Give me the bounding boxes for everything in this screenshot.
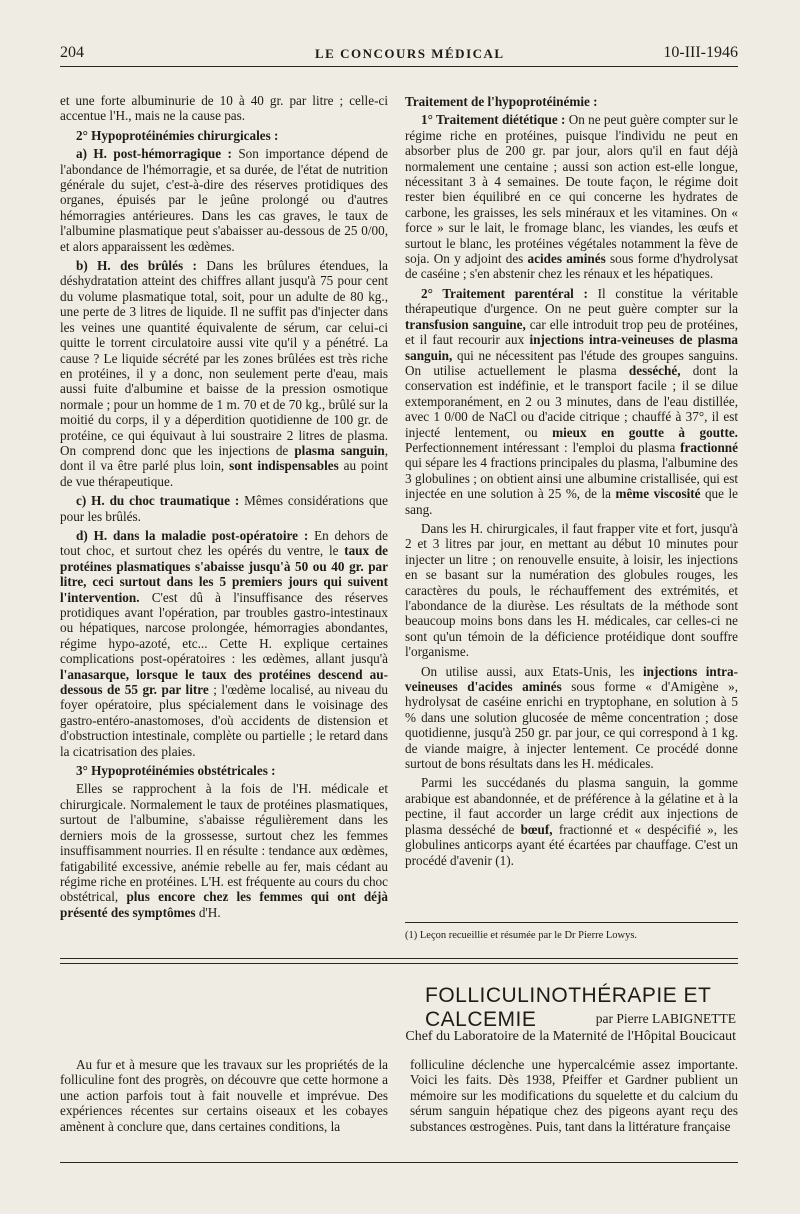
para-diet: 1° Traitement diététique : On ne peut guère compter sur le régime riche en protéines, puisque l'individu ne peut en absorber plus de 200 gr. par jour, alors qu'il en faut déjà normalement une centaine ; aussi son action est-elle longue, nécessitant 3 à 4 semaines. De toute façon, le régime doit rester bien équilibré en ce qui concerne les hydrates de carbone, les graisses, les sels minéraux et les vitamines. On « force » sur le lait, le fromage blanc, les viandes, les œufs et surtout le blanc, les protéines végétales notamment la fève de soja. On y adjoint des acides aminés sous forme d'hydrolysat de caséine ; s'en abstenir chez les rénaux et les hépatiques. (405, 112, 738, 282)
left-intro: et une forte albuminurie de 10 à 40 gr. par litre ; celle-ci accentue l'H., mais ne la cause pas. (60, 93, 388, 124)
right-column (405, 93, 738, 872)
header-rule (60, 66, 738, 67)
para-postop: d) H. dans la maladie post-opératoire : En dehors de tout choc, et surtout chez les opérés du ventre, le taux de protéines plasmatiques s'abaisse jusqu'à 50 ou 40 gr. par litre, ceci surtout dans les 5 premiers jours qui suivent l'intervention. C'est dû à l'insuffisance des réserves protidiques avant l'opération, par troubles gastro-intestinaux ou hépatiques, narcose prolongée, hémorragies abondantes, régime hypo-azoté, etc... Cette H. explique certaines complications post-opératoires : les œdèmes, allant jusqu'à l'anasarque, lorsque le taux des protéines descend au-dessous de 55 gr. par litre ; l'œdème localisé, au niveau du foyer opératoire, plus spécialement dans le voisinage des gastro-entéro-anastomoses, d'où accidents de distension et d'obstruction intestinale, complète ou partielle ; le retard dans la cicatrisation des plaies. (60, 527, 389, 759)
journal-title: LE CONCOURS MÉDICAL (315, 46, 505, 61)
footnote-rule (405, 922, 738, 923)
para-surgical-dosing: Dans les H. chirurgicales, il faut frapper vite et fort, jusqu'à 2 et 3 litres par jour, en mettant au début 10 minutes pour injecter un litre ; on renouvelle ensuite, à loisir, les injections en se basant sur la numération des globules rouges, les caractères du pouls, le réchauffement des extrémités, et l'abondance de la diurèse. Les résultats de la méthode sont beaucoup moins bons dans les H. médicales, car celles-ci ne sont qu'un témoin de la déficience protéidique dont souffre l'organisme. (405, 520, 738, 660)
bottom-rule (60, 1162, 738, 1163)
para-amino-acids: On utilise aussi, aux Etats-Unis, les injections intra-veineuses d'acides aminés sous forme « d'Amigène », hydrolysat de caséine enrichi en tryptophane, en solution à 5 % dans une solution glucosée de même concentration ; dose quotidienne, jusqu'à 250 gr. par jour, ce qui correspond à 1 kg. de viande maigre, à injecter lentement. Ce procédé donne surtout de bons résultats dans les H. médicales. (405, 663, 738, 772)
para-substitutes: Parmi les succédanés du plasma sanguin, la gomme arabique est abandonnée, et de préférence à la gélatine et à la pectine, il faut accorder un large crédit aux injections de plasma desséché de bœuf, fractionné et « despécifié », les globulines anticorps ayant été écartées par chauffage. C'est un procédé d'avenir (1). (405, 775, 738, 868)
article-affiliation: Chef du Laboratoire de la Maternité de l'Hôpital Boucicaut (405, 1029, 736, 1044)
article-title: FOLLICULINOTHÉRAPIE ET CALCEMIE (425, 984, 712, 1031)
article-right-para: folliculine déclenche une hypercalcémie assez importante. Voici les faits. Dès 1938, Pfeiffer et Gardner publient un mémoire sur les modifications du squelette et du calcium du sérum sanguin hépatique chez des pigeons ayant reçu des substances œstrogènes. Puis, tant dans la littérature française (410, 1057, 738, 1134)
heading-treatment: Traitement de l'hypoprotéinémie : (405, 94, 598, 109)
article-left-para: Au fur et à mesure que les travaux sur les propriétés de la folliculine font des progrès, on découvre que cette hormone a une action parfois tout à fait nouvelle et imprévue. Des expériences récentes sur certains oiseaux et les cobayes amènent à conclure que, dans certaines conditions, la (60, 1057, 388, 1134)
para-burns: b) H. des brûlés : Dans les brûlures étendues, la déshydratation atteint des chiffres allant jusqu'à 75 pour cent du volume plasmatique total, soit, pour un adulte de 80 kg., une perte de 3 litres de liquide. Il ne suffit pas d'injecter dans les veines une quantité équivalente de sérum, car celui-ci quitte le torrent circulatoire aussi vite qu'il y a pénétré. La cause ? Le liquide sécrété par les zones brûlées est très riche en protéines, il y a donc, non seulement perte d'eau, mais aussi fuite d'albumine et baisse de la pression osmotique normale ; pour un homme de 1 m. 70 et de 70 kg., brûlé sur la moitié du corps, il y a déperdition quotidienne de 100 gr. de protéine, ce qui équivaut à lui soustraire 2 litres de plasma. On comprend donc que les injections de plasma sanguin, dont il va être parlé plus loin, sont indispensables au point de vue thérapeutique. (60, 258, 389, 489)
para-trauma: c) H. du choc traumatique : Mêmes considérations que pour les brûlés. (60, 493, 388, 524)
para-post-hemorrhagic: a) H. post-hémorragique : Son importance dépend de l'abondance de l'hémorragie, et sa durée, de l'état de nutrition générale du sujet, c'est-à-dire des réserves protidiques des organes, épuisés par le jeûne prolongé ou d'autres hémorragies antérieures. Dans les cas graves, le taux de l'albumine plasmatique peut s'abaisser au-dessous de 25 0/00, et alors apparaissent les œdèmes. (60, 146, 389, 254)
running-header (60, 44, 738, 66)
heading-obstetric: 3° Hypoprotéinémies obstétricales : (76, 763, 276, 779)
page-number: 204 (60, 44, 84, 61)
section-divider (60, 958, 738, 964)
para-parenteral: 2° Traitement parentéral : Il constitue la véritable thérapeutique d'urgence. On ne peut guère compter sur la transfusion sanguine, car elle introduit trop peu de protéines, et il faut recourir aux injections intra-veineuses de plasma sanguin, qui ne nécessitent pas l'étude des groupes sanguins. On utilise actuellement le plasma desséché, dont la conservation est indéfinie, et le transport facile ; il se dilue extemporanément, en 2 ou 3 minutes, dans de l'eau distillée, avec 1 0/00 de NaCl ou d'acide citrique ; chauffé à 37°, il est injecté lentement, ou mieux en goutte à goutte. Perfectionnement intéressant : l'emploi du plasma fractionné qui sépare les 4 fractions principales du plasma, l'albumine des 3 globulines ; on obtient ainsi une albumine cristallisée, qui est injectée en une solution à 25 %, de la même viscosité que le sang. (405, 285, 739, 517)
heading-surgical: 2° Hypoprotéinémies chirurgicales : (76, 127, 279, 143)
issue-date: 10-III-1946 (663, 44, 738, 61)
para-obstetric: Elles se rapprochent à la fois de l'H. médicale et chirurgicale. Normalement le taux de protéines plasmatiques, surtout de l'albumine, s'abaisse régulièrement dans les derniers mois de la grossesse, surtout chez les femmes insuffisamment nourries. Il en résulte : tendance aux œdèmes, fatigabilité excessive, anémie rebelle au fer, mais cédant au régime riche en protéines. L'H. est fréquente au cours du choc obstétrical, plus encore chez les femmes qui ont déjà présenté des symptômes d'H. (60, 781, 388, 920)
left-column (60, 93, 388, 924)
footnote: (1) Leçon recueillie et résumée par le Dr Pierre Lowys. (405, 930, 638, 941)
article-byline: par Pierre LABIGNETTE (595, 1011, 736, 1026)
